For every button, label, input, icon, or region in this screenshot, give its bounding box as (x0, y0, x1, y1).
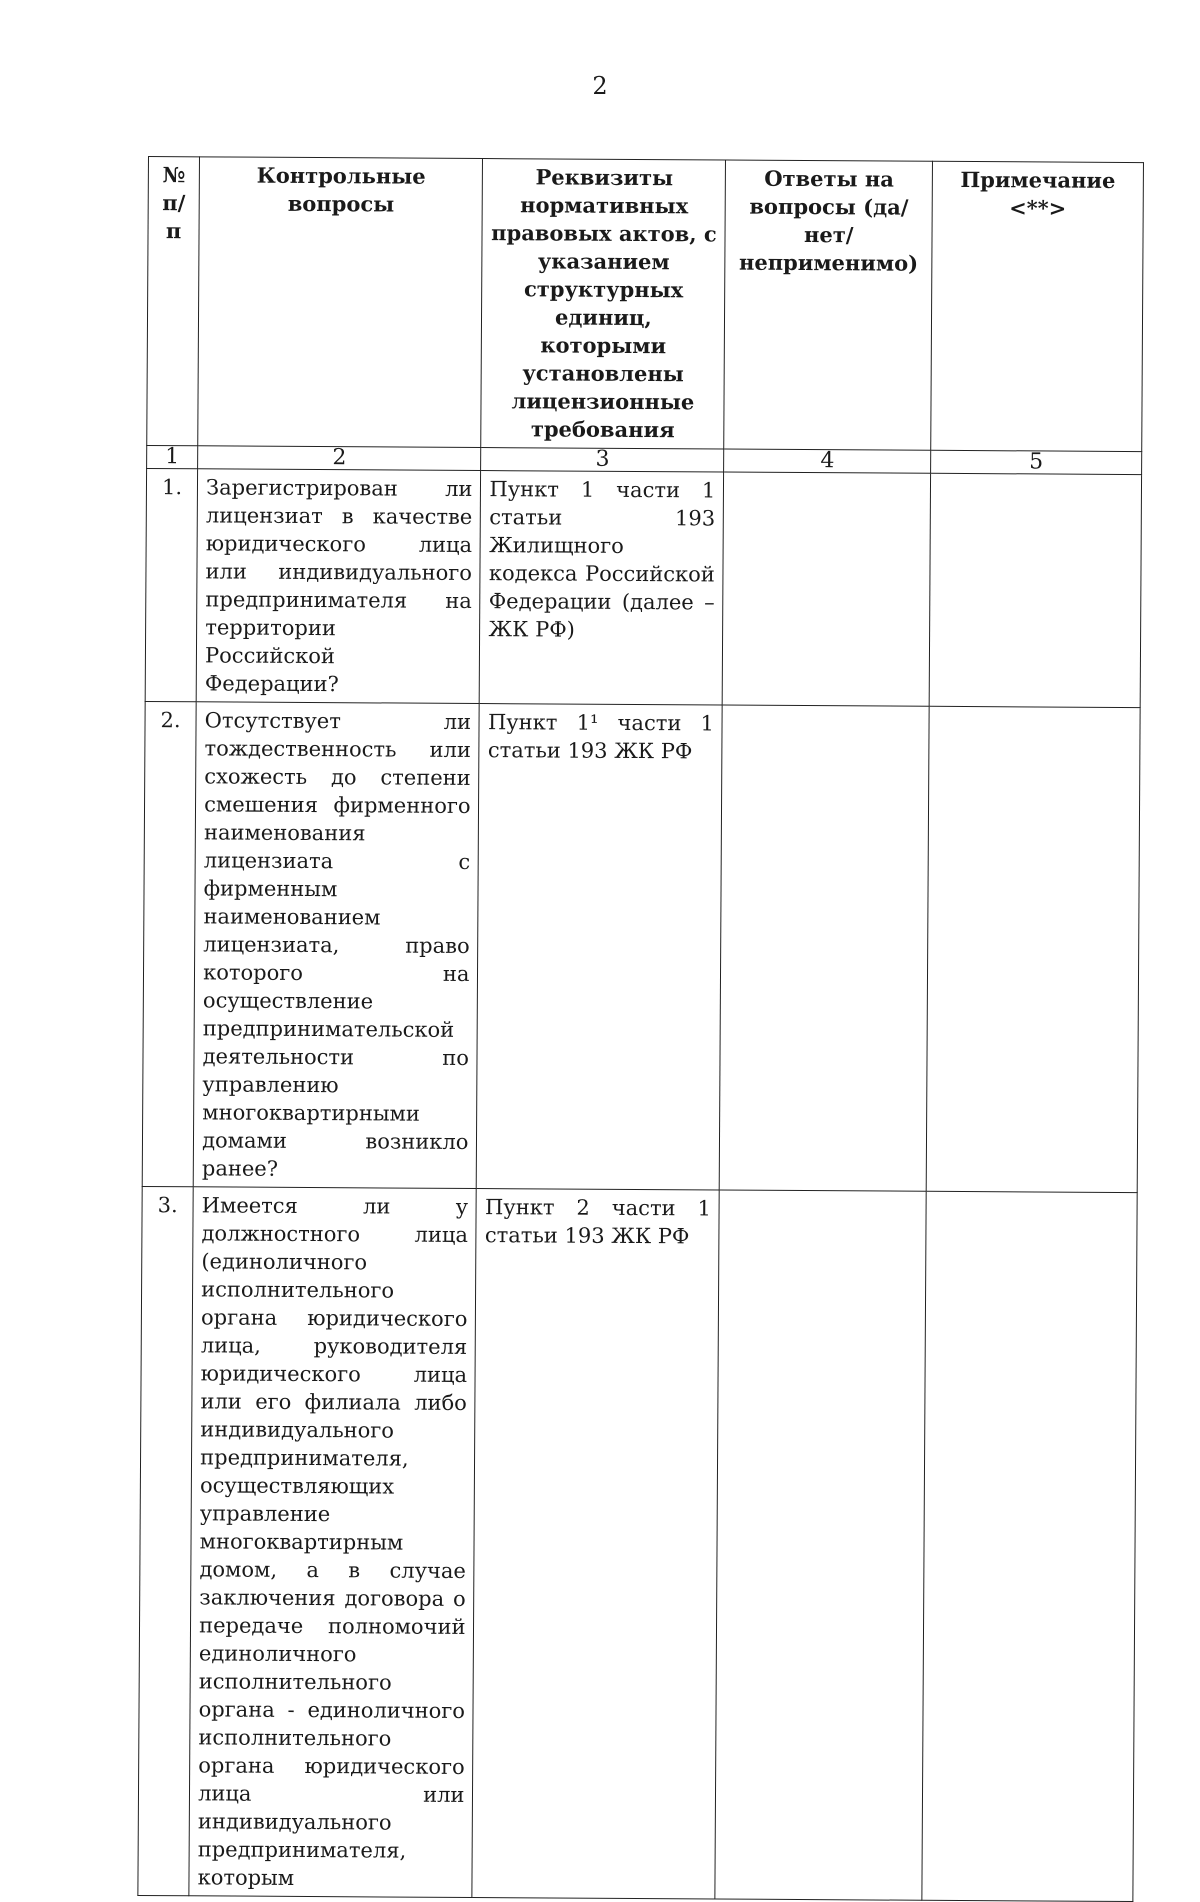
header-question: Контрольные вопросы (198, 157, 483, 448)
column-number: 5 (931, 450, 1142, 474)
requisites-cell: Пункт 1 части 1 статьи 193 Жилищного кодекса Российской Федерации (далее – ЖК РФ) (480, 471, 724, 705)
column-number: 4 (724, 449, 931, 473)
row-number: 2. (142, 701, 196, 1186)
table-row (138, 1186, 1137, 1901)
note-cell (922, 1191, 1137, 1901)
requisites-cell: Пункт 2 части 1 статьи 193 ЖК РФ (472, 1189, 719, 1899)
answer-cell (723, 472, 931, 706)
column-number: 2 (198, 446, 481, 471)
column-number: 3 (481, 448, 724, 472)
question-cell: Зарегистрирован ли лицензиат в качестве юридического лица или индивидуального предпринимателя на территории Российской Федерации? (196, 469, 481, 704)
header-row (147, 157, 1144, 452)
row-number: 3. (138, 1186, 193, 1895)
table-row (145, 468, 1141, 707)
header-requisites: Реквизиты нормативных правовых актов, с указанием структурных единиц, которыми установлены лицензионные требования (481, 159, 726, 449)
question-cell: Отсутствует ли тождественность или схожесть до степени смешения фирменного наименования лицензиата с фирменным наименованием лицензиата, право которого на осуществление предпринимательской деятельности по управлению многоквартирными домами возникло ранее? (193, 702, 479, 1189)
column-number: 1 (147, 445, 198, 468)
page-number: 2 (592, 72, 608, 100)
answer-cell (715, 1190, 926, 1900)
note-cell (926, 706, 1140, 1192)
checklist-table (137, 156, 1144, 1902)
question-cell: Имеется ли у должностного лица (единоличного исполнительного органа юридического лица, руководителя юридического лица или его филиала либо индивидуального предпринимателя, осуществляющих управление многоквартирным домом, а в случае заключения договора о передаче полномочий единоличного исполнительного органа - единоличного исполнительного органа юридического лица или индивидуального предпринимателя, которым (189, 1187, 477, 1898)
header-note: Примечание <**> (931, 161, 1144, 451)
header-no: № п/п (147, 157, 200, 446)
header-answers: Ответы на вопросы (да/нет/ неприменимо) (724, 160, 932, 450)
note-cell (929, 473, 1141, 707)
requisites-cell: Пункт 1¹ части 1 статьи 193 ЖК РФ (477, 704, 723, 1190)
row-number: 1. (145, 468, 198, 701)
table-row (142, 701, 1140, 1192)
answer-cell (720, 705, 930, 1191)
